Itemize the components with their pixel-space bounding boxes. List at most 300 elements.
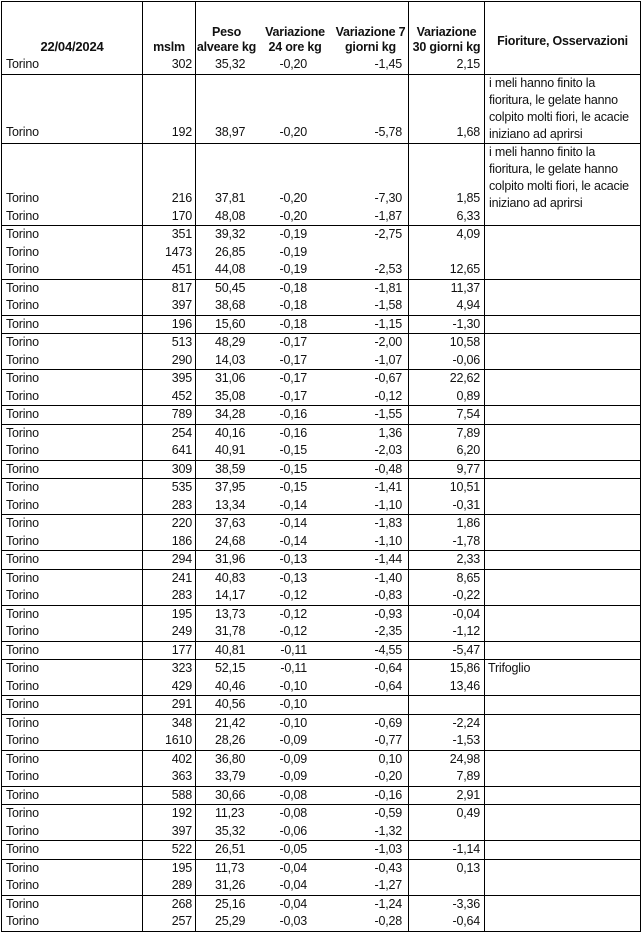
cell-note[interactable] xyxy=(485,406,640,424)
cell-var7[interactable] xyxy=(333,244,408,262)
cell-city[interactable]: Torino xyxy=(6,425,39,440)
cell-note[interactable] xyxy=(485,896,640,914)
cell-peso[interactable]: 48,08 xyxy=(215,208,246,223)
cell-var24[interactable]: -0,18 xyxy=(279,316,307,331)
cell-var7[interactable]: -1,03 xyxy=(374,842,402,856)
cell-mslm[interactable]: 220 xyxy=(171,516,192,530)
cell-var24[interactable]: -0,04 xyxy=(279,860,307,875)
cell-mslm[interactable]: 348 xyxy=(171,715,192,730)
cell-var7[interactable]: -2,03 xyxy=(374,443,402,457)
cell-var7[interactable]: -0,69 xyxy=(374,715,402,730)
cell-mslm[interactable]: 196 xyxy=(171,316,192,331)
cell-peso[interactable]: 21,42 xyxy=(215,715,246,730)
cell-note[interactable] xyxy=(485,297,640,315)
cell-mslm[interactable]: 241 xyxy=(171,570,192,585)
cell-var30[interactable]: 7,89 xyxy=(456,425,480,440)
cell-note[interactable] xyxy=(485,751,640,769)
cell-var30[interactable]: 2,91 xyxy=(456,787,480,802)
cell-mslm[interactable]: 254 xyxy=(171,425,192,440)
cell-mslm[interactable]: 186 xyxy=(171,533,192,548)
cell-mslm[interactable]: 302 xyxy=(171,57,192,71)
cell-note[interactable] xyxy=(485,244,640,262)
cell-var30[interactable]: -1,53 xyxy=(452,733,480,747)
cell-note[interactable] xyxy=(485,551,640,569)
cell-city[interactable]: Torino xyxy=(6,57,39,71)
cell-var30[interactable]: 13,46 xyxy=(449,678,480,693)
cell-var24[interactable]: -0,12 xyxy=(279,624,307,638)
cell-peso[interactable]: 38,97 xyxy=(215,125,246,139)
cell-peso[interactable]: 31,78 xyxy=(215,624,246,638)
cell-mslm[interactable]: 257 xyxy=(171,914,192,928)
cell-note[interactable] xyxy=(485,841,640,859)
cell-var7[interactable]: -0,77 xyxy=(374,733,402,747)
cell-var24[interactable]: -0,14 xyxy=(279,533,307,548)
cell-var24[interactable]: -0,04 xyxy=(279,878,307,892)
row-group xyxy=(2,334,640,370)
cell-mslm[interactable]: 170 xyxy=(171,208,192,223)
cell-var7[interactable]: -1,45 xyxy=(374,57,402,71)
cell-note[interactable] xyxy=(485,280,640,298)
cell-var7[interactable]: -0,16 xyxy=(374,787,402,802)
cell-note[interactable] xyxy=(485,606,640,624)
cell-note[interactable] xyxy=(485,388,640,406)
cell-peso[interactable]: 35,32 xyxy=(215,823,246,838)
cell-var24[interactable]: -0,15 xyxy=(279,443,307,457)
cell-note[interactable] xyxy=(485,515,640,533)
cell-var7[interactable]: -1,07 xyxy=(374,352,402,367)
cell-peso[interactable]: 38,68 xyxy=(215,298,246,312)
cell-var30[interactable]: 8,65 xyxy=(456,570,480,585)
cell-city[interactable]: Torino xyxy=(6,533,39,548)
cell-var24[interactable]: -0,13 xyxy=(279,570,307,585)
cell-var7[interactable] xyxy=(333,696,408,714)
cell-city[interactable]: Torino xyxy=(6,480,39,494)
cell-city[interactable]: Torino xyxy=(6,570,39,585)
cell-mslm[interactable]: 195 xyxy=(171,860,192,875)
cell-note[interactable] xyxy=(485,768,640,786)
cell-city[interactable]: Torino xyxy=(6,896,39,911)
cell-peso[interactable]: 48,29 xyxy=(215,335,246,349)
cell-note[interactable] xyxy=(485,587,640,605)
cell-var30[interactable]: 1,86 xyxy=(456,516,480,530)
cell-note[interactable] xyxy=(485,732,640,750)
cell-var30[interactable] xyxy=(409,877,484,895)
cell-city[interactable]: Torino xyxy=(6,388,39,403)
cell-var24[interactable]: -0,19 xyxy=(279,227,307,241)
cell-var30[interactable]: 9,77 xyxy=(456,461,480,476)
cell-mslm[interactable]: 789 xyxy=(171,407,192,421)
cell-peso[interactable]: 31,26 xyxy=(215,878,246,892)
cell-var24[interactable]: -0,18 xyxy=(279,298,307,312)
cell-var24[interactable]: -0,05 xyxy=(279,842,307,856)
cell-peso[interactable]: 36,80 xyxy=(215,751,246,766)
cell-var7[interactable]: -0,59 xyxy=(374,806,402,820)
cell-mslm[interactable]: 402 xyxy=(171,751,192,766)
cell-var24[interactable]: -0,13 xyxy=(279,552,307,566)
cell-city[interactable]: Torino xyxy=(6,316,39,331)
cell-peso[interactable]: 26,51 xyxy=(215,842,246,856)
cell-mslm[interactable]: 363 xyxy=(171,769,192,783)
cell-mslm[interactable]: 513 xyxy=(171,335,192,349)
cell-mslm[interactable]: 291 xyxy=(171,697,192,711)
cell-var24[interactable]: -0,10 xyxy=(279,715,307,730)
cell-peso[interactable]: 37,95 xyxy=(215,480,246,494)
cell-city[interactable]: Torino xyxy=(6,352,39,367)
cell-var24[interactable]: -0,20 xyxy=(279,57,307,71)
cell-city[interactable]: Torino xyxy=(6,697,39,711)
cell-var24[interactable]: -0,12 xyxy=(279,588,307,602)
cell-mslm[interactable]: 216 xyxy=(171,191,192,205)
cell-mslm[interactable]: 397 xyxy=(171,823,192,838)
cell-mslm[interactable]: 249 xyxy=(171,624,192,638)
cell-var24[interactable]: -0,08 xyxy=(279,787,307,802)
cell-peso[interactable]: 11,73 xyxy=(215,860,245,875)
cell-city[interactable]: Torino xyxy=(6,371,39,385)
cell-city[interactable]: Torino xyxy=(6,262,39,276)
cell-var30[interactable]: 10,51 xyxy=(449,480,480,494)
cell-var24[interactable]: -0,15 xyxy=(279,461,307,476)
cell-var7[interactable]: -2,35 xyxy=(374,624,402,638)
cell-city[interactable]: Torino xyxy=(6,280,39,295)
cell-peso[interactable]: 31,06 xyxy=(215,371,246,385)
cell-var30[interactable]: 22,62 xyxy=(449,371,480,385)
cell-mslm[interactable]: 1473 xyxy=(164,244,192,259)
cell-mslm[interactable]: 290 xyxy=(171,352,192,367)
cell-var7[interactable]: -1,15 xyxy=(374,316,402,331)
cell-peso[interactable]: 14,03 xyxy=(215,352,246,367)
cell-var30[interactable]: 0,49 xyxy=(456,806,480,820)
cell-city[interactable]: Torino xyxy=(6,208,39,223)
cell-var24[interactable]: -0,11 xyxy=(280,661,307,675)
cell-var30[interactable]: 4,09 xyxy=(456,227,480,241)
cell-var30[interactable]: -1,78 xyxy=(452,533,480,548)
cell-var7[interactable]: -2,00 xyxy=(374,335,402,349)
cell-city[interactable]: Torino xyxy=(6,588,39,602)
cell-var7[interactable]: -1,81 xyxy=(374,280,402,295)
cell-var24[interactable]: -0,20 xyxy=(279,125,307,139)
cell-mslm[interactable]: 177 xyxy=(171,642,192,657)
cell-peso[interactable]: 44,08 xyxy=(215,262,246,276)
cell-var7[interactable]: -1,44 xyxy=(374,552,402,566)
cell-peso[interactable]: 40,16 xyxy=(215,425,246,440)
cell-peso[interactable]: 11,23 xyxy=(215,806,245,820)
cell-var7[interactable]: -4,55 xyxy=(374,642,402,657)
cell-var7[interactable]: -1,87 xyxy=(374,208,402,223)
cell-note[interactable] xyxy=(485,823,640,841)
cell-city[interactable]: Torino xyxy=(6,244,39,259)
cell-var30[interactable] xyxy=(409,244,484,262)
cell-city[interactable]: Torino xyxy=(6,661,39,675)
cell-mslm[interactable]: 289 xyxy=(171,878,192,892)
cell-var7[interactable]: -0,83 xyxy=(374,588,402,602)
cell-mslm[interactable]: 283 xyxy=(171,497,192,512)
cell-city[interactable]: Torino xyxy=(6,516,39,530)
cell-var30[interactable]: -0,22 xyxy=(452,588,480,602)
cell-var7[interactable]: -0,43 xyxy=(374,860,402,875)
cell-note[interactable] xyxy=(485,860,640,878)
cell-var30[interactable]: 4,94 xyxy=(456,298,480,312)
cell-note[interactable] xyxy=(485,715,640,733)
cell-mslm[interactable]: 395 xyxy=(171,371,192,385)
cell-var24[interactable]: -0,20 xyxy=(279,191,307,205)
cell-city[interactable]: Torino xyxy=(6,914,39,928)
cell-peso[interactable]: 37,63 xyxy=(215,516,246,530)
cell-var24[interactable]: -0,10 xyxy=(279,678,307,693)
cell-var7[interactable]: -0,12 xyxy=(374,388,402,403)
cell-var30[interactable]: 1,68 xyxy=(456,125,480,139)
cell-var30[interactable] xyxy=(409,823,484,841)
cell-peso[interactable]: 38,59 xyxy=(215,461,246,476)
cell-var30[interactable]: 1,85 xyxy=(456,191,480,205)
cell-peso[interactable]: 35,32 xyxy=(215,57,246,71)
cell-note[interactable] xyxy=(485,678,640,696)
cell-var30[interactable]: -5,47 xyxy=(452,642,480,657)
cell-peso[interactable]: 34,28 xyxy=(215,407,246,421)
cell-peso[interactable]: 50,45 xyxy=(215,280,246,295)
cell-note[interactable] xyxy=(485,805,640,823)
cell-note[interactable] xyxy=(485,261,640,279)
cell-var24[interactable]: -0,06 xyxy=(279,823,307,838)
cell-var30[interactable]: 12,65 xyxy=(449,262,480,276)
cell-peso[interactable]: 39,32 xyxy=(215,227,246,241)
cell-city[interactable]: Torino xyxy=(6,878,39,892)
cell-city[interactable]: Torino xyxy=(6,606,39,621)
cell-city[interactable]: Torino xyxy=(6,298,39,312)
cell-city[interactable]: Torino xyxy=(6,497,39,512)
cell-note[interactable] xyxy=(485,461,640,479)
cell-var7[interactable]: -1,24 xyxy=(374,896,402,911)
cell-var30[interactable]: -0,04 xyxy=(452,606,480,621)
cell-peso[interactable]: 28,26 xyxy=(215,733,246,747)
cell-city[interactable]: Torino xyxy=(6,806,39,820)
cell-note[interactable] xyxy=(485,316,640,334)
cell-var7[interactable]: -0,20 xyxy=(374,769,402,783)
cell-var7[interactable]: -0,28 xyxy=(374,914,402,928)
cell-var24[interactable]: -0,17 xyxy=(279,335,307,349)
cell-var24[interactable]: -0,12 xyxy=(279,606,307,621)
cell-var7[interactable]: -1,40 xyxy=(374,570,402,585)
cell-var24[interactable]: -0,19 xyxy=(279,244,307,259)
cell-peso[interactable]: 25,16 xyxy=(215,896,246,911)
cell-peso[interactable]: 30,66 xyxy=(215,787,246,802)
cell-var24[interactable]: -0,09 xyxy=(279,769,307,783)
cell-mslm[interactable]: 588 xyxy=(171,787,192,802)
cell-var24[interactable]: -0,17 xyxy=(279,371,307,385)
cell-note[interactable]: Trifoglio xyxy=(488,661,531,675)
cell-var30[interactable]: 6,33 xyxy=(456,208,480,223)
cell-city[interactable]: Torino xyxy=(6,335,39,349)
cell-peso[interactable]: 31,96 xyxy=(215,552,246,566)
cell-var24[interactable]: -0,16 xyxy=(279,407,307,421)
cell-var24[interactable]: -0,19 xyxy=(279,262,307,276)
cell-var7[interactable]: -7,30 xyxy=(374,191,402,205)
cell-var7[interactable]: -2,75 xyxy=(374,227,402,241)
cell-var7[interactable]: -0,67 xyxy=(374,371,402,385)
cell-city[interactable]: Torino xyxy=(6,678,39,693)
cell-var24[interactable]: -0,09 xyxy=(279,751,307,766)
cell-mslm[interactable]: 195 xyxy=(171,606,192,621)
cell-var24[interactable]: -0,11 xyxy=(280,642,307,657)
cell-var7[interactable]: 1,36 xyxy=(378,425,402,440)
cell-peso[interactable]: 24,68 xyxy=(215,533,246,548)
cell-var24[interactable]: -0,08 xyxy=(279,806,307,820)
cell-var7[interactable]: -1,27 xyxy=(374,878,402,892)
cell-var7[interactable]: -1,83 xyxy=(374,516,402,530)
cell-mslm[interactable]: 192 xyxy=(171,125,192,139)
cell-note[interactable] xyxy=(485,370,640,388)
cell-var24[interactable]: -0,14 xyxy=(279,516,307,530)
cell-var7[interactable]: -1,55 xyxy=(374,407,402,421)
cell-peso[interactable]: 14,17 xyxy=(215,588,246,602)
cell-var30[interactable]: 6,20 xyxy=(456,443,480,457)
cell-var7[interactable]: -5,78 xyxy=(374,125,402,139)
cell-note[interactable] xyxy=(485,442,640,460)
cell-var7[interactable]: -1,41 xyxy=(374,480,402,494)
cell-var24[interactable]: -0,14 xyxy=(279,497,307,512)
cell-mslm[interactable]: 323 xyxy=(171,661,192,675)
cell-var24[interactable]: -0,09 xyxy=(279,733,307,747)
cell-var24[interactable]: -0,03 xyxy=(279,914,307,928)
cell-var30[interactable]: -0,31 xyxy=(452,497,480,512)
cell-note[interactable] xyxy=(485,352,640,370)
cell-peso[interactable]: 25,29 xyxy=(215,914,246,928)
cell-mslm[interactable]: 451 xyxy=(171,262,192,276)
cell-mslm[interactable]: 397 xyxy=(171,298,192,312)
cell-city[interactable]: Torino xyxy=(6,125,39,139)
cell-var30[interactable]: -3,36 xyxy=(452,896,480,911)
cell-note[interactable] xyxy=(485,570,640,588)
cell-note[interactable] xyxy=(485,334,640,352)
cell-peso[interactable]: 26,85 xyxy=(215,244,246,259)
cell-peso[interactable]: 13,34 xyxy=(215,497,246,512)
cell-city[interactable]: Torino xyxy=(6,787,39,802)
cell-city[interactable]: Torino xyxy=(6,407,39,421)
cell-var7[interactable]: -0,64 xyxy=(374,661,402,675)
cell-var7[interactable]: -0,93 xyxy=(374,606,402,621)
cell-mslm[interactable]: 641 xyxy=(171,443,192,457)
cell-var24[interactable]: -0,17 xyxy=(279,352,307,367)
cell-mslm[interactable]: 429 xyxy=(171,678,192,693)
cell-var30[interactable]: 24,98 xyxy=(449,751,480,766)
cell-peso[interactable]: 37,81 xyxy=(215,191,246,205)
cell-mslm[interactable]: 192 xyxy=(171,806,192,820)
cell-mslm[interactable]: 817 xyxy=(171,280,192,295)
cell-note[interactable] xyxy=(485,787,640,805)
cell-var30[interactable]: 0,89 xyxy=(456,388,480,403)
cell-city[interactable]: Torino xyxy=(6,227,39,241)
cell-peso[interactable]: 40,83 xyxy=(215,570,246,585)
cell-city[interactable]: Torino xyxy=(6,860,39,875)
cell-mslm[interactable]: 294 xyxy=(171,552,192,566)
cell-var7[interactable]: 0,10 xyxy=(378,751,402,766)
cell-note[interactable] xyxy=(485,497,640,515)
cell-mslm[interactable]: 268 xyxy=(171,896,192,911)
cell-var30[interactable]: 15,86 xyxy=(449,661,480,675)
cell-city[interactable]: Torino xyxy=(6,842,39,856)
cell-note[interactable] xyxy=(485,226,640,244)
cell-mslm[interactable]: 351 xyxy=(171,227,192,241)
cell-city[interactable]: Torino xyxy=(6,715,39,730)
cell-peso[interactable]: 13,73 xyxy=(215,606,246,621)
cell-note[interactable] xyxy=(485,913,640,931)
cell-mslm[interactable]: 535 xyxy=(171,480,192,494)
cell-city[interactable]: Torino xyxy=(6,552,39,566)
cell-var7[interactable]: -1,32 xyxy=(374,823,402,838)
cell-city[interactable]: Torino xyxy=(6,624,39,638)
cell-city[interactable]: Torino xyxy=(6,769,39,783)
cell-note[interactable] xyxy=(485,533,640,551)
cell-note[interactable]: i meli hanno finito la fioritura, le gelate hanno colpito molti fiori, le acacie iniziano ad aprirsi xyxy=(489,75,629,141)
cell-peso[interactable]: 33,79 xyxy=(215,769,246,783)
cell-var24[interactable]: -0,10 xyxy=(279,697,307,711)
cell-peso[interactable]: 15,60 xyxy=(215,316,246,331)
cell-var7[interactable]: -0,64 xyxy=(374,678,402,693)
cell-note[interactable]: i meli hanno finito la fioritura, le gelate hanno colpito molti fiori, le acacie iniziano ad aprirsi xyxy=(489,144,629,210)
cell-city[interactable]: Torino xyxy=(6,733,39,747)
cell-var30[interactable]: -1,14 xyxy=(452,842,480,856)
cell-var30[interactable]: 0,13 xyxy=(456,860,480,875)
cell-var7[interactable]: -1,10 xyxy=(374,497,402,512)
cell-var30[interactable]: -1,12 xyxy=(452,624,480,638)
cell-peso[interactable]: 40,91 xyxy=(215,443,246,457)
cell-peso[interactable]: 40,46 xyxy=(215,678,246,693)
cell-note[interactable] xyxy=(485,425,640,443)
cell-var30[interactable]: 2,33 xyxy=(456,552,480,566)
cell-mslm[interactable]: 522 xyxy=(171,842,192,856)
cell-var30[interactable]: 10,58 xyxy=(449,335,480,349)
cell-var24[interactable]: -0,15 xyxy=(279,480,307,494)
cell-var30[interactable] xyxy=(409,696,484,714)
cell-var7[interactable]: -1,58 xyxy=(374,298,402,312)
cell-var7[interactable]: -2,53 xyxy=(374,262,402,276)
cell-mslm[interactable]: 283 xyxy=(171,588,192,602)
cell-var30[interactable]: 7,89 xyxy=(456,769,480,783)
cell-note[interactable] xyxy=(485,696,640,714)
cell-var30[interactable]: 7,54 xyxy=(456,407,480,421)
cell-city[interactable]: Torino xyxy=(6,642,39,657)
cell-note[interactable] xyxy=(485,623,640,641)
cell-var7[interactable]: -1,10 xyxy=(374,533,402,548)
cell-var30[interactable]: -0,06 xyxy=(452,352,480,367)
cell-city[interactable]: Torino xyxy=(6,191,39,205)
cell-var24[interactable]: -0,18 xyxy=(279,280,307,295)
cell-var30[interactable]: -1,30 xyxy=(452,316,480,331)
cell-var30[interactable]: -0,64 xyxy=(452,914,480,928)
cell-peso[interactable]: 40,81 xyxy=(215,642,246,657)
cell-var24[interactable]: -0,17 xyxy=(279,388,307,403)
cell-peso[interactable]: 35,08 xyxy=(215,388,246,403)
cell-note[interactable] xyxy=(485,479,640,497)
cell-peso[interactable]: 52,15 xyxy=(215,661,246,675)
cell-peso[interactable]: 40,56 xyxy=(215,697,246,711)
cell-var24[interactable]: -0,16 xyxy=(279,425,307,440)
cell-mslm[interactable]: 452 xyxy=(171,388,192,403)
cell-mslm[interactable]: 1610 xyxy=(164,733,192,747)
cell-city[interactable]: Torino xyxy=(6,461,39,476)
cell-var24[interactable]: -0,04 xyxy=(279,896,307,911)
cell-mslm[interactable]: 309 xyxy=(171,461,192,476)
cell-note[interactable] xyxy=(485,642,640,660)
cell-var30[interactable]: 11,37 xyxy=(450,280,480,295)
cell-var7[interactable]: -0,48 xyxy=(374,461,402,476)
cell-city[interactable]: Torino xyxy=(6,443,39,457)
cell-var30[interactable]: -2,24 xyxy=(452,715,480,730)
cell-var24[interactable]: -0,20 xyxy=(279,208,307,223)
cell-var30[interactable]: 2,15 xyxy=(456,57,480,71)
cell-city[interactable]: Torino xyxy=(6,823,39,838)
cell-note[interactable] xyxy=(485,877,640,895)
cell-city[interactable]: Torino xyxy=(6,751,39,766)
